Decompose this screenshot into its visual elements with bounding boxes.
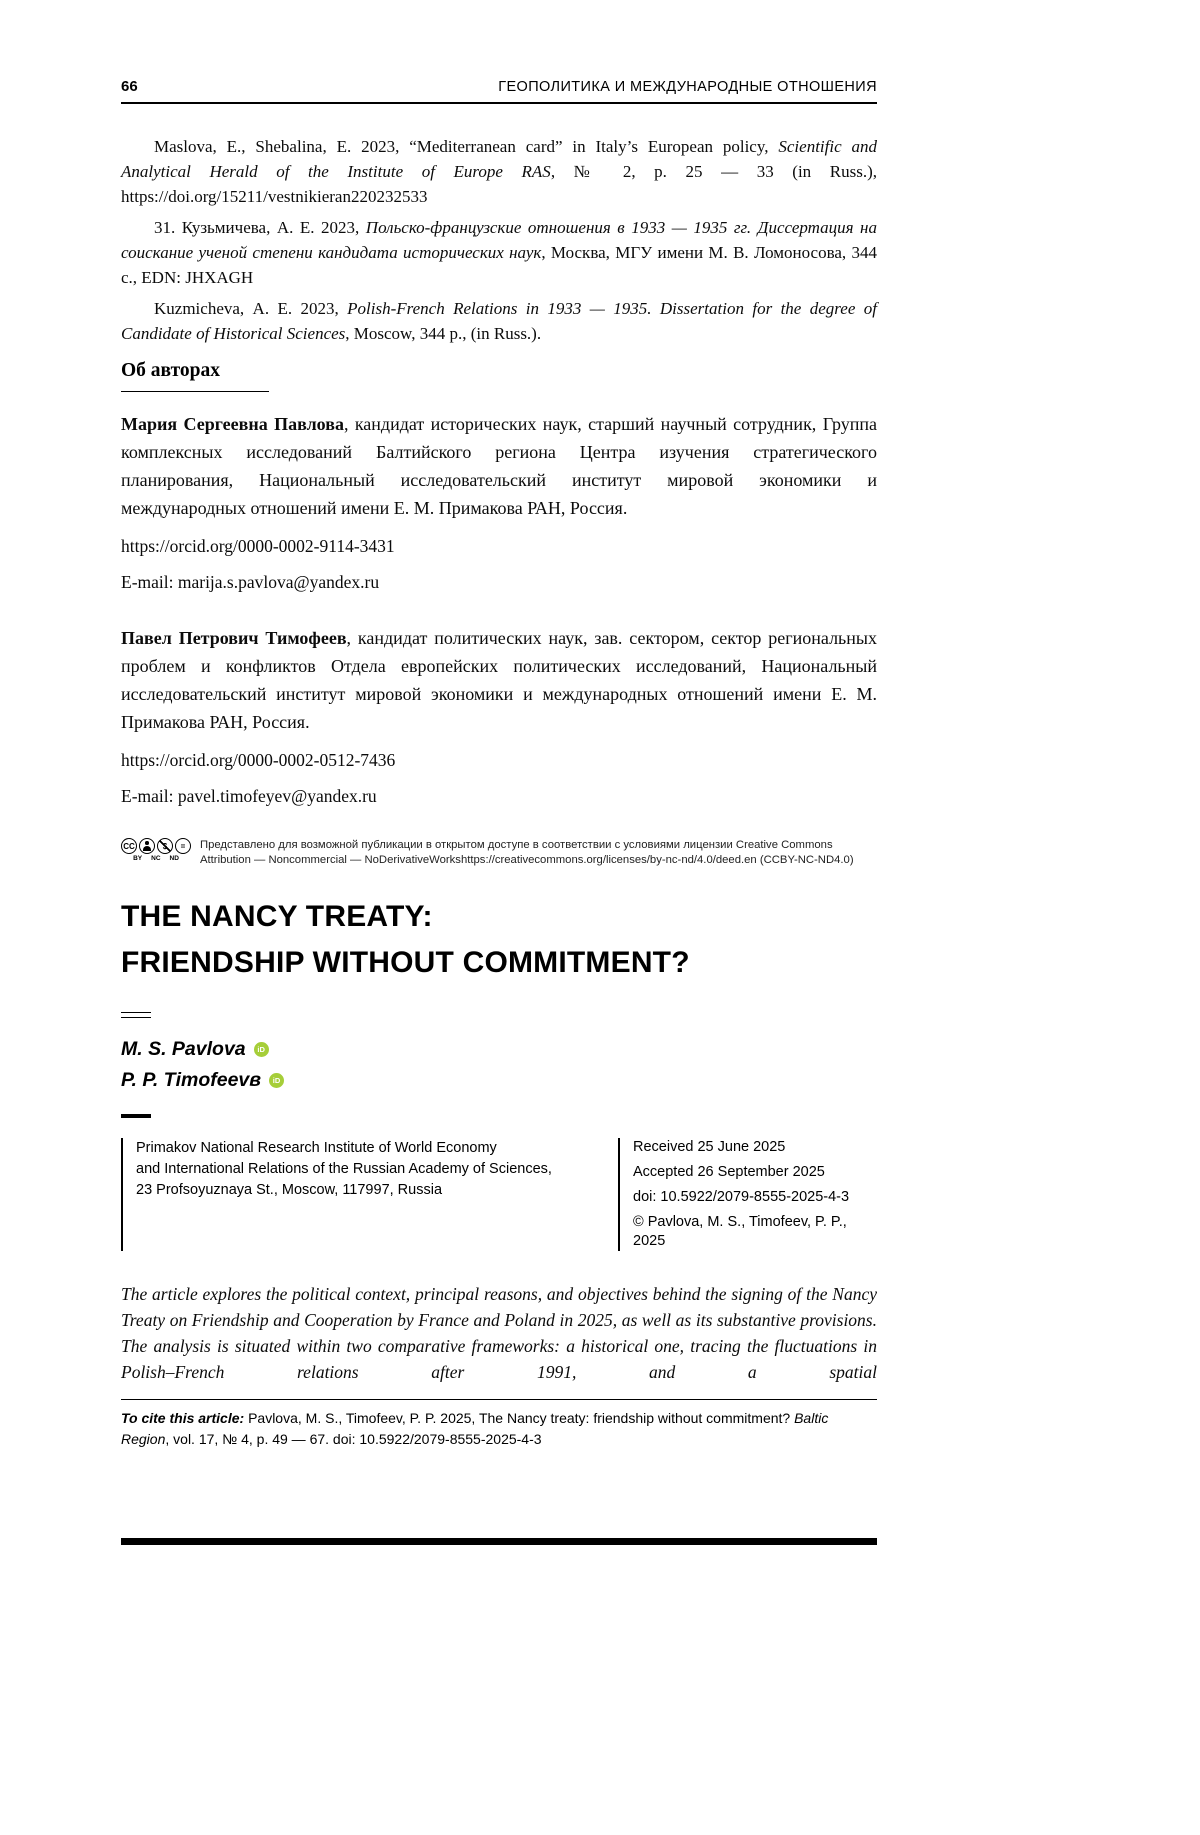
citation-label: To cite this article: (121, 1410, 245, 1426)
orcid-link[interactable]: https://orcid.org/0000-0002-0512-7436 (121, 750, 396, 770)
ref-text: , № 2, p. 25 — 33 (in Russ.), https://doi.org/15211/vestnikieran220232533 (121, 162, 877, 206)
nd-equals-icon: = (175, 838, 191, 854)
ref-source-title: Польско-французские отношения в 1933 — 1935 гг. Диссертация на соискание ученой степени кандидата исторических наук (121, 218, 877, 262)
title-separator (121, 1012, 151, 1018)
license-text-line2: Attribution — Noncommercial — NoDerivativeWorkshttps://creativecommons.org/licenses/by-nc-nd/4.0/deed.en (CCBY-NC-ND4.0) (200, 854, 854, 866)
citation-journal: Baltic Region (121, 1410, 829, 1447)
cc-label-by: BY (133, 855, 143, 862)
article-authors (121, 1034, 877, 1096)
license-block (121, 838, 877, 868)
copyright-line: © Pavlova, M. S., Timofeev, P. P., 2025 (633, 1214, 847, 1249)
abstract-text: The article explores the political context, principal reasons, and objectives behind the signing of the Nancy Treaty on Friendship and Cooperation by France and Poland in 2025, as well as its substantive provisions. The analysis is situated within two comparative frameworks: a historical one, tracing the fluctuations in Polish–French relations after 1991, and a spatial (121, 1284, 877, 1382)
section-heading-about-authors: Об авторах (121, 360, 221, 381)
header-rule (121, 102, 877, 104)
nc-dollar-icon: $ (157, 838, 173, 854)
cc-label-nc: NC (151, 855, 161, 862)
ref-source-title: Scientific and Analytical Herald of the Institute of Europe RAS (121, 137, 877, 181)
affiliation-line: Primakov National Research Institute of World Economy (136, 1140, 497, 1156)
by-person-icon (139, 838, 155, 854)
reference-entry (121, 296, 877, 346)
license-text (200, 838, 854, 868)
author-bio-text: , кандидат политических наук, зав. сектором, сектор региональных проблем и конфликтов Отдела европейских политических исследований, Национальный исследовательский институт мировой экономики и международных отношений имени Е. М. Примакова РАН, Россия. (121, 628, 877, 732)
orcid-icon[interactable]: iD (269, 1073, 284, 1088)
running-head (121, 0, 877, 95)
ref-text: Kuzmicheva, А. Е. 2023, (154, 299, 348, 318)
article-author-name: M. S. Pavlova (121, 1037, 246, 1060)
license-text-line1: Представлено для возможной публикации в открытом доступе в соответствии с условиями лицензии Creative Commons (200, 839, 833, 851)
ref-text: , Москва, МГУ имени М. В. Ломоносова, 344 с., EDN: JHXAGH (121, 243, 877, 287)
article-author-row (121, 1065, 877, 1096)
cc-label-nd: ND (169, 855, 179, 862)
email-link[interactable]: E-mail: pavel.timofeyev@yandex.ru (121, 786, 377, 806)
heading-underline (121, 391, 269, 392)
cc-license-badge (121, 838, 191, 862)
doi-link[interactable]: doi: 10.5922/2079-8555-2025-4-3 (633, 1189, 850, 1205)
cc-icons-row (121, 838, 191, 854)
citation (121, 1408, 877, 1450)
affiliation-block (121, 1138, 599, 1251)
article-title (121, 894, 877, 986)
article-info-row (121, 1138, 877, 1251)
page-content (121, 0, 877, 1545)
orcid-icon[interactable]: iD (254, 1042, 269, 1057)
ref-text: 31. Кузьмичева, А. Е. 2023, (154, 218, 366, 237)
author-bio-text: , кандидат исторических наук, старший научный сотрудник, Группа комплексных исследований Балтийского региона Центра изучения стратегического планирования, Национальный исследовательский институт мировой экономики и международных отношений имени Е. М. Примакова РАН, Россия. (121, 414, 877, 518)
ref-source-title: Polish-French Relations in 1933 — 1935. Dissertation for the degree of Candidate of Historical Sciences (121, 299, 877, 343)
citation-text: , vol. 17, № 4, p. 49 — 67. doi: 10.5922/2079-8555-2025-4-3 (165, 1431, 542, 1447)
article-title-line1: THE NANCY TREATY: (121, 900, 433, 933)
references-section (121, 134, 877, 346)
article-title-line2: FRIENDSHIP WITHOUT COMMITMENT? (121, 946, 690, 979)
received-date: Received 25 June 2025 (633, 1139, 786, 1155)
email-link[interactable]: E-mail: marija.s.pavlova@yandex.ru (121, 572, 380, 592)
ref-text: , Moscow, 344 p., (in Russ.). (345, 324, 542, 343)
citation-text: Pavlova, M. S., Timofeev, P. P. 2025, The Nancy treaty: friendship without commitment? (244, 1410, 795, 1426)
footer-rule (121, 1399, 877, 1400)
page-number: 66 (121, 78, 138, 95)
ref-text: Maslova, E., Shebalina, E. 2023, “Mediterranean card” in Italy’s European policy, (154, 137, 779, 156)
bottom-rule (121, 1538, 877, 1545)
accepted-date: Accepted 26 September 2025 (633, 1164, 825, 1180)
author-name: Павел Петрович Тимофеев (121, 628, 347, 648)
running-title: ГЕОПОЛИТИКА И МЕЖДУНАРОДНЫЕ ОТНОШЕНИЯ (498, 79, 877, 95)
author-name: Мария Сергеевна Павлова (121, 414, 344, 434)
article-author-row (121, 1034, 877, 1065)
orcid-link[interactable]: https://orcid.org/0000-0002-9114-3431 (121, 536, 395, 556)
reference-entry (121, 215, 877, 290)
article-author-name: P. P. Тimofeevв (121, 1068, 262, 1091)
cc-icon: CC (121, 838, 137, 854)
author-bio (121, 624, 877, 736)
affiliation-line: 23 Profsoyuznaya St., Moscow, 117997, Russia (136, 1182, 443, 1198)
cc-labels-row (121, 855, 191, 862)
affiliation-line: and International Relations of the Russian Academy of Sciences, (136, 1161, 552, 1177)
author-bio (121, 410, 877, 522)
reference-entry (121, 134, 877, 209)
authors-separator (121, 1114, 151, 1119)
article-meta-block (618, 1138, 877, 1251)
